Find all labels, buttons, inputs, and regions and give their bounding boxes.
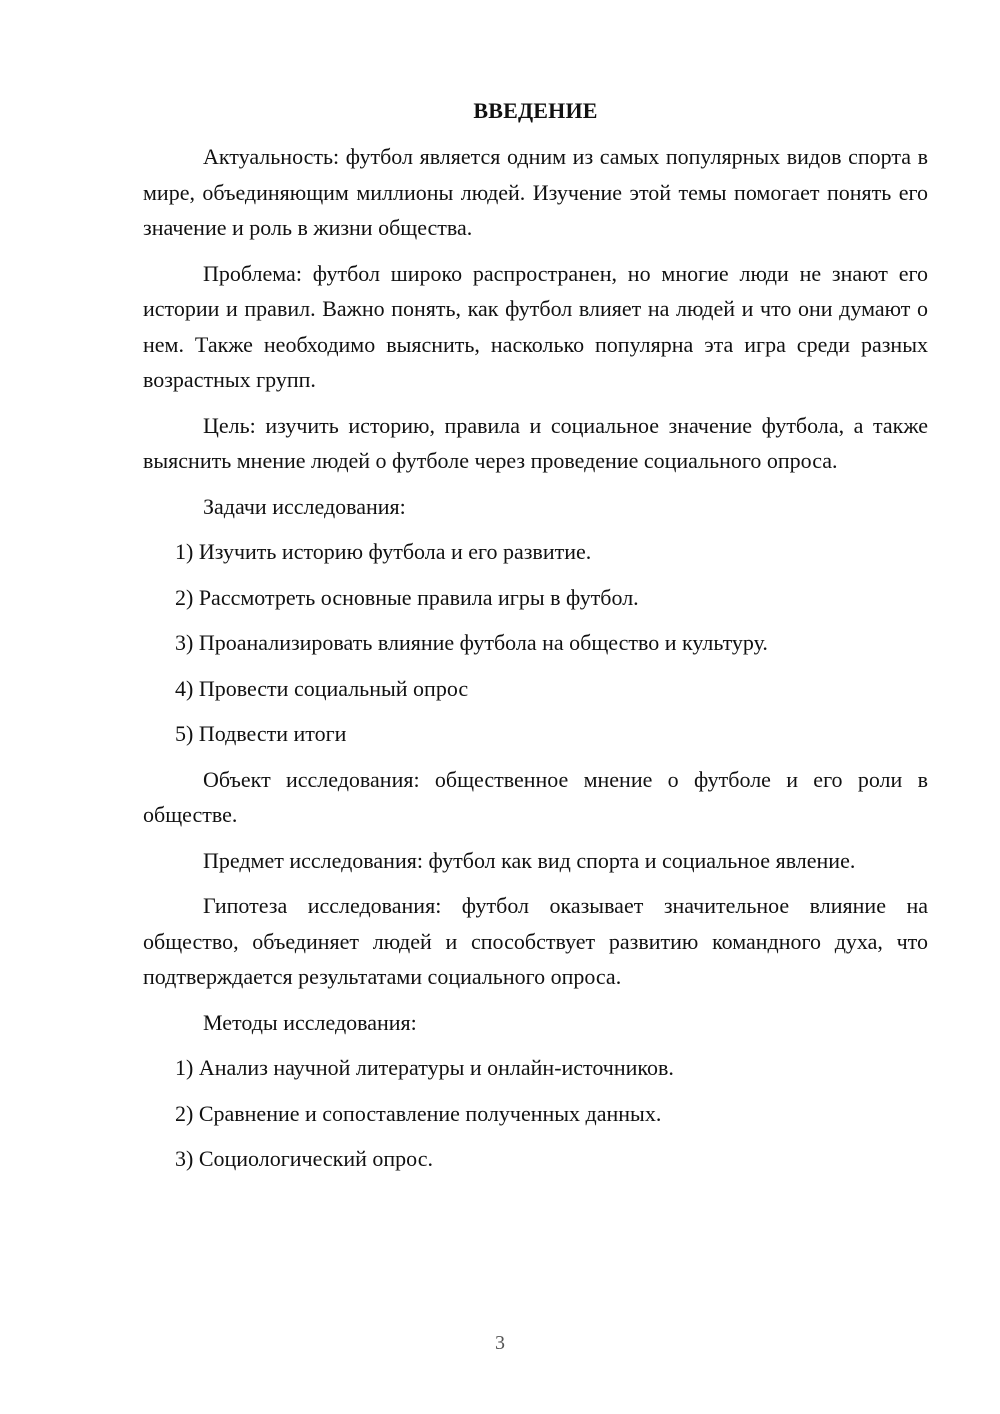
task-item: 4) Провести социальный опрос: [175, 675, 469, 701]
document-page: [143, 95, 928, 1187]
method-item: 1) Анализ научной литературы и онлайн-источников.: [175, 1055, 674, 1080]
relevance-paragraph: Актуальность: футбол является одним из самых популярных видов спорта в мире, объединяющим миллионы людей. Изучение этой темы помогает понять его значение и роль в жизни общества.: [143, 144, 928, 240]
goal-paragraph: Цель: изучить историю, правила и социальное значение футбола, а также выяснить мнение людей о футболе через проведение социального опроса.: [143, 412, 928, 473]
problem-paragraph: Проблема: футбол широко распространен, но многие люди не знают его истории и правил. Важно понять, как футбол влияет на людей и что они думают о нем. Также необходимо выяснить, насколько популярна эта игра среди разных возрастных групп.: [143, 260, 928, 392]
method-item: 2) Сравнение и сопоставление полученных данных.: [175, 1100, 662, 1126]
method-item: 3) Социологический опрос.: [175, 1146, 433, 1171]
task-item: 5) Подвести итоги: [175, 721, 347, 746]
hypothesis-paragraph: Гипотеза исследования: футбол оказывает значительное влияние на общество, объединяет людей и способствует развитию командного духа, что подтверждается результатами социального опроса.: [143, 893, 928, 989]
subject-paragraph: Предмет исследования: футбол как вид спорта и социальное явление.: [203, 847, 856, 873]
page-number: 3: [495, 1332, 505, 1354]
section-title: ВВЕДЕНИЕ: [473, 98, 598, 123]
tasks-heading: Задачи исследования:: [203, 493, 406, 519]
methods-heading: Методы исследования:: [203, 1009, 417, 1035]
task-item: 3) Проанализировать влияние футбола на общество и культуру.: [175, 630, 768, 655]
object-paragraph: Объект исследования: общественное мнение о футболе и его роли в обществе.: [143, 766, 928, 827]
task-item: 2) Рассмотреть основные правила игры в футбол.: [175, 584, 639, 610]
task-item: 1) Изучить историю футбола и его развитие.: [175, 539, 592, 564]
